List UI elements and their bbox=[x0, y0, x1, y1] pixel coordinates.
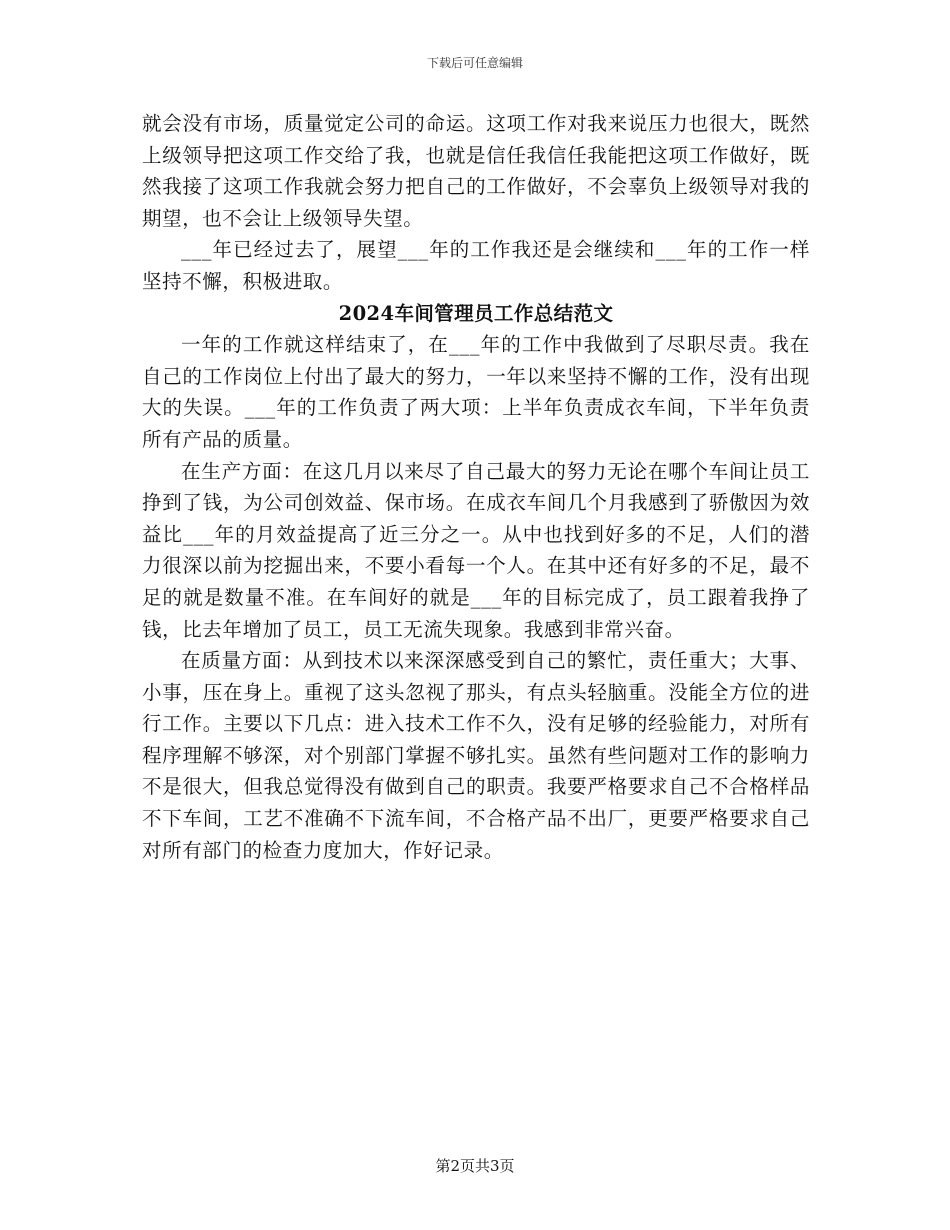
paragraph-intro: 一年的工作就这样结束了，在___年的工作中我做到了尽职尽责。我在自己的工作岗位上付出了最大的努力，一年以来坚持不懈的工作，没有出现大的失误。___年的工作负责了两大项：上半年负责成衣车间，下半年负责所有产品的质量。 bbox=[142, 333, 810, 451]
header-note: 下载后可任意编辑 bbox=[426, 56, 523, 70]
paragraph-production: 在生产方面：在这几月以来尽了自己最大的努力无论在哪个车间让员工挣到了钱，为公司创效益、保市场。在成衣车间几个月我感到了骄傲因为效益比___年的月效益提高了近三分之一。从中也找到好多的不足，人们的潜力很深以前为挖掘出来，不要小看每一个人。在其中还有好多的不足，最不足的就是数量不准。在车间好的就是___年的目标完成了，员工跟着我挣了钱，比去年增加了员工，员工无流失现象。我感到非常兴奋。 bbox=[142, 459, 810, 641]
page-number-footer: 第2页共3页 bbox=[435, 1157, 515, 1175]
paragraph-quality: 在质量方面：从到技术以来深深感受到自己的繁忙，责任重大；大事、小事，压在身上。重视了这头忽视了那头，有点头轻脑重。没能全方位的进行工作。主要以下几点：进入技术工作不久，没有足够的经验能力，对所有程序理解不够深，对个别部门掌握不够扎实。虽然有些问题对工作的影响力不是很大，但我总觉得没有做到自己的职责。我要严格要求自己不合格样品不下车间，工艺不准确不下流车间，不合格产品不出厂，更要严格要求自己对所有部门的检查力度加大，作好记录。 bbox=[142, 649, 810, 862]
document-body bbox=[142, 108, 810, 866]
paragraph-outlook: ___年已经过去了，展望___年的工作我还是会继续和___年的工作一样坚持不懈，积极进取。 bbox=[142, 238, 810, 293]
paragraph-continuation: 就会没有市场，质量觉定公司的命运。这项工作对我来说压力也很大，既然上级领导把这项工作交给了我，也就是信任我信任我能把这项工作做好，既然我接了这项工作我就会努力把自己的工作做好，不会辜负上级领导对我的期望，也不会让上级领导失望。 bbox=[142, 112, 810, 230]
section-title: 2024车间管理员工作总结范文 bbox=[338, 301, 614, 325]
